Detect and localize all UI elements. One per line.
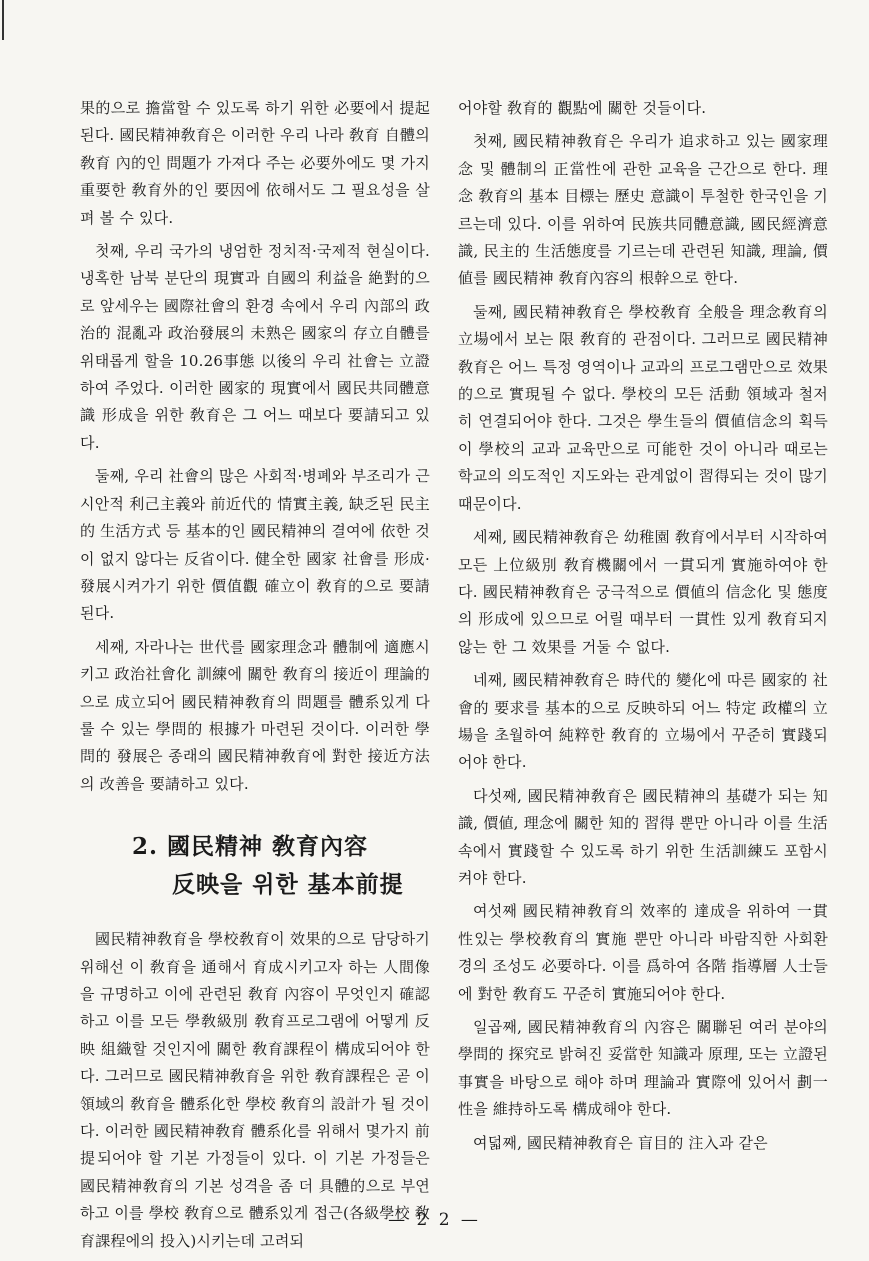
paragraph: 세째, 國民精神敎育은 幼稚園 敎育에서부터 시작하여 모든 上位級別 敎育機關에서 一貫되게 實施하여야 한다. 國民精神敎育은 궁극적으로 價値의 信念化 및 態度의 形成에 있으므로 어릴 때부터 一貫性 있게 敎育되지 않는 한 그 效果를 거둘 수 없다. xyxy=(458,528,828,656)
paragraph: 둘째, 國民精神敎育은 學校敎育 全般을 理念敎育의 立場에서 보는 限 敎育的 관점이다. 그러므로 國民精神敎育은 어느 특정 영역이나 교과의 프로그램만으로 效果的으로 實現될 수 없다. 學校의 모든 活動 領域과 철저히 연결되어야 한다. 그것은 學生들의 價値信念의 획득이 學校의 교과 교육만으로 可能한 것이 아니라 때로는 학교의 의도적인 지도와는 관계없이 習得되는 것이 많기 때문이다. xyxy=(458,302,828,513)
paragraph: 國民精神敎育을 學校敎育이 效果的으로 담당하기 위해선 이 敎育을 通해서 育成시키고자 하는 人間像을 규명하고 이에 관련된 敎育 內容이 무엇인지 確認하고 이를 모든 學敎級別 敎育프로그램에 어떻게 反映 組織할 것인지에 關한 敎育課程이 構成되어야 한다. 그러므로 國民精神敎育을 위한 敎育課程은 곧 이 領域의 敎育을 體系化한 學校 敎育의 設計가 될 것이다. 이러한 國民精神敎育 體系化를 위해서 몇가지 前提되어야 할 기본 가정들이 있다. 이 기본 가정들은 國民精神敎育의 기본 성격을 좀 더 具體的으로 부연하고 이를 學校 敎育으로 體系있게 접근(各級學校 敎育課程에의 投入)시키는데 고려되 xyxy=(80,930,430,1250)
paragraph: 네째, 國民精神敎育은 時代的 變化에 따른 國家的 社會的 要求를 基本的으로 反映하되 어느 特定 政權의 立場을 초월하여 純粹한 敎育的 立場에서 꾸준히 實踐되어야 한다. xyxy=(458,671,828,772)
paragraph: 여섯째 國民精神敎育의 效率的 達成을 위하여 一貫性있는 學校敎育의 實施 뿐만 아니라 바람직한 사회환경의 조성도 必要하다. 이를 爲하여 各階 指導層 人士들에 對한 敎育도 꾸준히 實施되어야 한다. xyxy=(458,902,828,1003)
scan-edge-mark xyxy=(2,0,4,40)
paragraph: 첫째, 우리 국가의 냉엄한 정치적·국제적 현실이다. 냉혹한 남북 분단의 現實과 自國의 利益을 絶對的으로 앞세우는 國際社會의 환경 속에서 우리 內部의 政治的 混亂과 政治發展의 未熟은 國家의 存立自體를 위태롭게 할을 10.26事態 以後의 우리 社會는 立證하여 주었다. 이러한 國家的 現實에서 國民共同體意識 形成을 위한 敎育은 그 어느 때보다 要請되고 있다. xyxy=(80,242,430,452)
paragraph: 세째, 자라나는 世代를 國家理念과 體制에 適應시키고 政治社會化 訓練에 關한 敎育의 接近이 理論的으로 成立되어 國民精神敎育의 問題를 體系있게 다룰 수 있는 學問的 根據가 마련된 것이다. 이러한 學問的 發展은 종래의 國民精神敎育에 對한 接近方法의 改善을 要請하고 있다. xyxy=(80,637,430,793)
paragraph: 果的으로 擔當할 수 있도록 하기 위한 必要에서 提起된다. 國民精神敎育은 이러한 우리 나라 敎育 自體의 敎育 內的인 問題가 가져다 주는 必要外에도 몇 가지 重要한 敎育外的인 要因에 依해서도 그 필요성을 살펴 볼 수 있다. xyxy=(80,99,430,227)
paragraph: 여덟째, 國民精神敎育은 盲目的 注入과 같은 xyxy=(473,1133,768,1152)
section-heading-line: 2. 國民精神 敎育內容 xyxy=(132,833,369,861)
paragraph: 다섯째, 國民精神敎育은 國民精神의 基礎가 되는 知識, 價値, 理念에 關한 知的 習得 뿐만 아니라 이를 生活 속에서 實踐할 수 있도록 하기 위한 生活訓練도 포함시켜야 한다. xyxy=(458,786,828,887)
section-heading xyxy=(80,828,430,904)
page-number: — 2 2 — xyxy=(388,1210,481,1230)
paragraph: 둘째, 우리 社會의 많은 사회적·병폐와 부조리가 근시안적 利己主義와 前近代的 情實主義, 缺乏된 民主的 生活方式 등 基本的인 國民精神의 결여에 依한 것이 없지 않다는 反省이다. 健全한 國家 社會를 形成·發展시켜가기 위한 價值觀 確立이 敎育的으로 要請된다. xyxy=(80,467,430,623)
paragraph: 일곱째, 國民精神敎育의 內容은 關聯된 여러 분야의 學問的 探究로 밝혀진 妥當한 知識과 原理, 또는 立證된 事實을 바탕으로 해야 하며 理論과 實際에 있어서 劃一性을 維持하도록 構成해야 한다. xyxy=(458,1018,828,1119)
paragraph: 첫째, 國民精神敎育은 우리가 追求하고 있는 國家理念 및 體制의 正當性에 관한 교육을 근간으로 한다. 理念 敎育의 基本 目標는 歷史 意識이 투철한 한국인을 기르는데 있다. 이를 위하여 民族共同體意識, 國民經濟意識, 民主的 生活態度를 기르는데 관련된 知識, 理論, 價値를 國民精神 敎育內容의 根幹으로 한다. xyxy=(458,132,828,288)
left-column xyxy=(80,95,430,1261)
right-column xyxy=(458,95,828,1163)
paragraph: 어야할 敎育的 觀點에 關한 것들이다. xyxy=(458,99,707,117)
section-heading-line: 反映을 위한 基本前提 xyxy=(172,871,404,899)
